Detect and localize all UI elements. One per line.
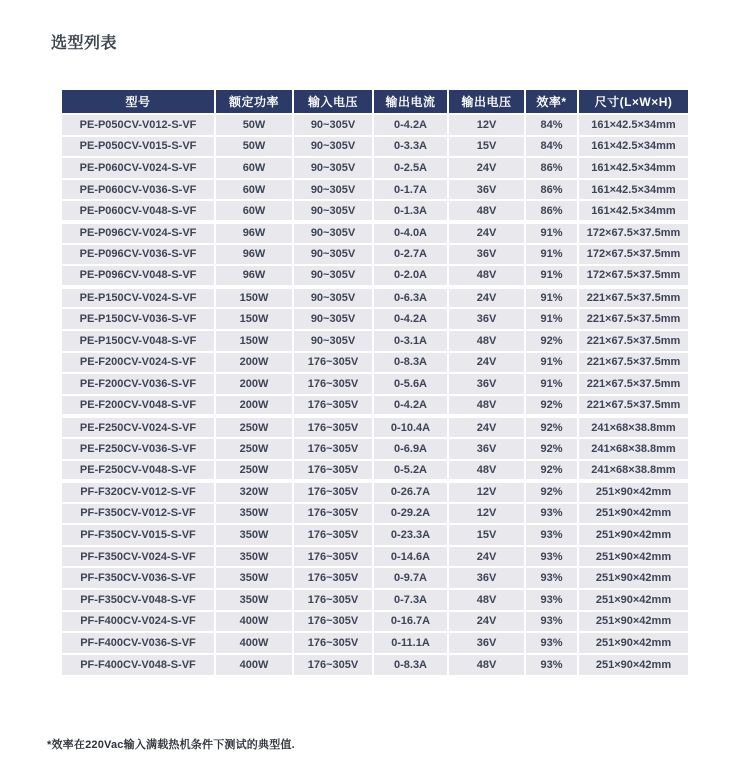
output-current-cell: 0-6.9A	[373, 438, 448, 460]
efficiency-cell: 91%	[525, 222, 578, 244]
table-row	[62, 265, 688, 287]
table-row	[62, 654, 688, 676]
output-voltage-cell: 24V	[448, 287, 525, 309]
output-voltage-cell: 24V	[448, 222, 525, 244]
input-voltage-cell: 176~305V	[293, 654, 373, 676]
power-cell: 200W	[215, 395, 293, 417]
efficiency-cell: 91%	[525, 373, 578, 395]
output-voltage-cell: 12V	[448, 481, 525, 503]
efficiency-cell: 92%	[525, 481, 578, 503]
size-cell: 221×67.5×37.5mm	[578, 352, 688, 374]
column-header: 效率*	[525, 90, 578, 114]
model-cell: PF-F350CV-V012-S-VF	[62, 503, 215, 525]
input-voltage-cell: 90~305V	[293, 244, 373, 266]
power-cell: 350W	[215, 589, 293, 611]
table-row	[62, 157, 688, 179]
power-cell: 400W	[215, 611, 293, 633]
size-cell: 251×90×42mm	[578, 546, 688, 568]
size-cell: 251×90×42mm	[578, 654, 688, 676]
power-cell: 150W	[215, 330, 293, 352]
model-cell: PF-F400CV-V048-S-VF	[62, 654, 215, 676]
model-cell: PE-P060CV-V024-S-VF	[62, 157, 215, 179]
efficiency-cell: 92%	[525, 460, 578, 482]
size-cell: 221×67.5×37.5mm	[578, 287, 688, 309]
table-row	[62, 352, 688, 374]
power-cell: 200W	[215, 352, 293, 374]
column-header: 额定功率	[215, 90, 293, 114]
model-cell: PE-F200CV-V024-S-VF	[62, 352, 215, 374]
model-cell: PE-P096CV-V036-S-VF	[62, 244, 215, 266]
size-cell: 251×90×42mm	[578, 524, 688, 546]
table-row	[62, 114, 688, 136]
column-header: 输入电压	[293, 90, 373, 114]
efficiency-cell: 91%	[525, 352, 578, 374]
size-cell: 161×42.5×34mm	[578, 114, 688, 136]
model-cell: PE-P150CV-V024-S-VF	[62, 287, 215, 309]
power-cell: 350W	[215, 546, 293, 568]
output-current-cell: 0-8.3A	[373, 352, 448, 374]
efficiency-cell: 91%	[525, 265, 578, 287]
size-cell: 221×67.5×37.5mm	[578, 308, 688, 330]
power-cell: 250W	[215, 438, 293, 460]
input-voltage-cell: 176~305V	[293, 416, 373, 438]
output-current-cell: 0-3.3A	[373, 136, 448, 158]
input-voltage-cell: 90~305V	[293, 179, 373, 201]
output-voltage-cell: 36V	[448, 308, 525, 330]
output-current-cell: 0-7.3A	[373, 589, 448, 611]
power-cell: 400W	[215, 632, 293, 654]
size-cell: 251×90×42mm	[578, 503, 688, 525]
output-current-cell: 0-2.5A	[373, 157, 448, 179]
model-cell: PF-F350CV-V048-S-VF	[62, 589, 215, 611]
output-current-cell: 0-4.2A	[373, 395, 448, 417]
efficiency-cell: 92%	[525, 330, 578, 352]
output-voltage-cell: 12V	[448, 114, 525, 136]
input-voltage-cell: 176~305V	[293, 395, 373, 417]
model-cell: PE-F250CV-V036-S-VF	[62, 438, 215, 460]
output-voltage-cell: 36V	[448, 632, 525, 654]
power-cell: 96W	[215, 244, 293, 266]
output-current-cell: 0-9.7A	[373, 567, 448, 589]
power-cell: 150W	[215, 287, 293, 309]
column-header: 输出电压	[448, 90, 525, 114]
power-cell: 50W	[215, 114, 293, 136]
column-header: 型号	[62, 90, 215, 114]
size-cell: 251×90×42mm	[578, 611, 688, 633]
efficiency-cell: 93%	[525, 589, 578, 611]
model-cell: PF-F350CV-V036-S-VF	[62, 567, 215, 589]
power-cell: 250W	[215, 416, 293, 438]
input-voltage-cell: 90~305V	[293, 308, 373, 330]
model-cell: PE-P050CV-V015-S-VF	[62, 136, 215, 158]
power-cell: 200W	[215, 373, 293, 395]
table-row	[62, 567, 688, 589]
output-voltage-cell: 12V	[448, 503, 525, 525]
power-cell: 50W	[215, 136, 293, 158]
efficiency-cell: 93%	[525, 524, 578, 546]
power-cell: 350W	[215, 524, 293, 546]
table-row	[62, 589, 688, 611]
input-voltage-cell: 176~305V	[293, 589, 373, 611]
model-cell: PE-P150CV-V036-S-VF	[62, 308, 215, 330]
selection-table	[62, 90, 688, 675]
table-row	[62, 460, 688, 482]
output-current-cell: 0-23.3A	[373, 524, 448, 546]
size-cell: 172×67.5×37.5mm	[578, 265, 688, 287]
output-voltage-cell: 48V	[448, 330, 525, 352]
size-cell: 241×68×38.8mm	[578, 416, 688, 438]
output-current-cell: 0-10.4A	[373, 416, 448, 438]
input-voltage-cell: 176~305V	[293, 438, 373, 460]
table-row	[62, 179, 688, 201]
output-current-cell: 0-2.0A	[373, 265, 448, 287]
output-voltage-cell: 36V	[448, 567, 525, 589]
size-cell: 241×68×38.8mm	[578, 438, 688, 460]
output-current-cell: 0-8.3A	[373, 654, 448, 676]
power-cell: 96W	[215, 222, 293, 244]
footnote: *效率在220Vac输入满载热机条件下测试的典型值.	[47, 739, 295, 751]
input-voltage-cell: 176~305V	[293, 611, 373, 633]
output-current-cell: 0-1.3A	[373, 200, 448, 222]
efficiency-cell: 93%	[525, 611, 578, 633]
size-cell: 251×90×42mm	[578, 567, 688, 589]
output-current-cell: 0-4.0A	[373, 222, 448, 244]
table-row	[62, 546, 688, 568]
output-current-cell: 0-11.1A	[373, 632, 448, 654]
size-cell: 251×90×42mm	[578, 589, 688, 611]
efficiency-cell: 93%	[525, 654, 578, 676]
power-cell: 400W	[215, 654, 293, 676]
table-body	[62, 114, 688, 675]
input-voltage-cell: 176~305V	[293, 632, 373, 654]
power-cell: 320W	[215, 481, 293, 503]
model-cell: PE-P096CV-V048-S-VF	[62, 265, 215, 287]
input-voltage-cell: 176~305V	[293, 460, 373, 482]
table-row	[62, 632, 688, 654]
table-row	[62, 416, 688, 438]
efficiency-cell: 91%	[525, 244, 578, 266]
model-cell: PF-F320CV-V012-S-VF	[62, 481, 215, 503]
efficiency-cell: 93%	[525, 503, 578, 525]
model-cell: PE-F250CV-V048-S-VF	[62, 460, 215, 482]
size-cell: 172×67.5×37.5mm	[578, 244, 688, 266]
power-cell: 60W	[215, 157, 293, 179]
input-voltage-cell: 176~305V	[293, 352, 373, 374]
efficiency-cell: 93%	[525, 546, 578, 568]
input-voltage-cell: 176~305V	[293, 524, 373, 546]
size-cell: 251×90×42mm	[578, 481, 688, 503]
input-voltage-cell: 176~305V	[293, 481, 373, 503]
model-cell: PE-P096CV-V024-S-VF	[62, 222, 215, 244]
table-row	[62, 524, 688, 546]
output-voltage-cell: 15V	[448, 136, 525, 158]
output-current-cell: 0-5.2A	[373, 460, 448, 482]
table-row	[62, 503, 688, 525]
power-cell: 96W	[215, 265, 293, 287]
output-current-cell: 0-29.2A	[373, 503, 448, 525]
output-voltage-cell: 36V	[448, 373, 525, 395]
output-current-cell: 0-26.7A	[373, 481, 448, 503]
table-row	[62, 244, 688, 266]
power-cell: 60W	[215, 200, 293, 222]
output-voltage-cell: 48V	[448, 654, 525, 676]
size-cell: 161×42.5×34mm	[578, 136, 688, 158]
table-row	[62, 222, 688, 244]
input-voltage-cell: 176~305V	[293, 546, 373, 568]
input-voltage-cell: 90~305V	[293, 200, 373, 222]
efficiency-cell: 86%	[525, 200, 578, 222]
size-cell: 161×42.5×34mm	[578, 200, 688, 222]
efficiency-cell: 92%	[525, 438, 578, 460]
table-row	[62, 373, 688, 395]
output-current-cell: 0-3.1A	[373, 330, 448, 352]
input-voltage-cell: 176~305V	[293, 503, 373, 525]
output-voltage-cell: 36V	[448, 438, 525, 460]
table-head	[62, 90, 688, 114]
output-voltage-cell: 36V	[448, 179, 525, 201]
page-title: 选型列表	[51, 35, 118, 52]
size-cell: 241×68×38.8mm	[578, 460, 688, 482]
size-cell: 161×42.5×34mm	[578, 157, 688, 179]
model-cell: PF-F400CV-V036-S-VF	[62, 632, 215, 654]
table-row	[62, 438, 688, 460]
size-cell: 221×67.5×37.5mm	[578, 395, 688, 417]
model-cell: PF-F350CV-V015-S-VF	[62, 524, 215, 546]
output-voltage-cell: 24V	[448, 611, 525, 633]
input-voltage-cell: 90~305V	[293, 157, 373, 179]
input-voltage-cell: 90~305V	[293, 330, 373, 352]
output-voltage-cell: 24V	[448, 352, 525, 374]
model-cell: PE-F200CV-V048-S-VF	[62, 395, 215, 417]
input-voltage-cell: 176~305V	[293, 567, 373, 589]
output-voltage-cell: 48V	[448, 460, 525, 482]
power-cell: 350W	[215, 567, 293, 589]
output-current-cell: 0-1.7A	[373, 179, 448, 201]
size-cell: 172×67.5×37.5mm	[578, 222, 688, 244]
column-header: 输出电流	[373, 90, 448, 114]
power-cell: 150W	[215, 308, 293, 330]
efficiency-cell: 91%	[525, 308, 578, 330]
efficiency-cell: 86%	[525, 179, 578, 201]
output-current-cell: 0-4.2A	[373, 114, 448, 136]
column-header: 尺寸(L×W×H)	[578, 90, 688, 114]
input-voltage-cell: 176~305V	[293, 373, 373, 395]
table-row	[62, 308, 688, 330]
efficiency-cell: 93%	[525, 567, 578, 589]
model-cell: PE-P150CV-V048-S-VF	[62, 330, 215, 352]
table-header-row	[62, 90, 688, 114]
input-voltage-cell: 90~305V	[293, 114, 373, 136]
table-row	[62, 136, 688, 158]
output-current-cell: 0-5.6A	[373, 373, 448, 395]
power-cell: 60W	[215, 179, 293, 201]
efficiency-cell: 91%	[525, 287, 578, 309]
input-voltage-cell: 90~305V	[293, 136, 373, 158]
efficiency-cell: 86%	[525, 157, 578, 179]
input-voltage-cell: 90~305V	[293, 265, 373, 287]
size-cell: 251×90×42mm	[578, 632, 688, 654]
table-row	[62, 287, 688, 309]
size-cell: 161×42.5×34mm	[578, 179, 688, 201]
output-current-cell: 0-14.6A	[373, 546, 448, 568]
output-voltage-cell: 48V	[448, 395, 525, 417]
output-voltage-cell: 24V	[448, 157, 525, 179]
output-current-cell: 0-4.2A	[373, 308, 448, 330]
efficiency-cell: 84%	[525, 114, 578, 136]
efficiency-cell: 92%	[525, 416, 578, 438]
model-cell: PE-P060CV-V048-S-VF	[62, 200, 215, 222]
output-current-cell: 0-16.7A	[373, 611, 448, 633]
input-voltage-cell: 90~305V	[293, 222, 373, 244]
size-cell: 221×67.5×37.5mm	[578, 330, 688, 352]
efficiency-cell: 84%	[525, 136, 578, 158]
size-cell: 221×67.5×37.5mm	[578, 373, 688, 395]
input-voltage-cell: 90~305V	[293, 287, 373, 309]
model-cell: PE-F200CV-V036-S-VF	[62, 373, 215, 395]
model-cell: PF-F350CV-V024-S-VF	[62, 546, 215, 568]
model-cell: PE-F250CV-V024-S-VF	[62, 416, 215, 438]
table-row	[62, 611, 688, 633]
efficiency-cell: 93%	[525, 632, 578, 654]
output-voltage-cell: 24V	[448, 546, 525, 568]
model-cell: PF-F400CV-V024-S-VF	[62, 611, 215, 633]
output-voltage-cell: 36V	[448, 244, 525, 266]
power-cell: 350W	[215, 503, 293, 525]
table-row	[62, 330, 688, 352]
model-cell: PE-P060CV-V036-S-VF	[62, 179, 215, 201]
output-voltage-cell: 15V	[448, 524, 525, 546]
output-voltage-cell: 24V	[448, 416, 525, 438]
output-current-cell: 0-6.3A	[373, 287, 448, 309]
table-row	[62, 481, 688, 503]
power-cell: 250W	[215, 460, 293, 482]
output-voltage-cell: 48V	[448, 589, 525, 611]
output-voltage-cell: 48V	[448, 200, 525, 222]
table-row	[62, 395, 688, 417]
efficiency-cell: 92%	[525, 395, 578, 417]
output-voltage-cell: 48V	[448, 265, 525, 287]
table-row	[62, 200, 688, 222]
model-cell: PE-P050CV-V012-S-VF	[62, 114, 215, 136]
output-current-cell: 0-2.7A	[373, 244, 448, 266]
